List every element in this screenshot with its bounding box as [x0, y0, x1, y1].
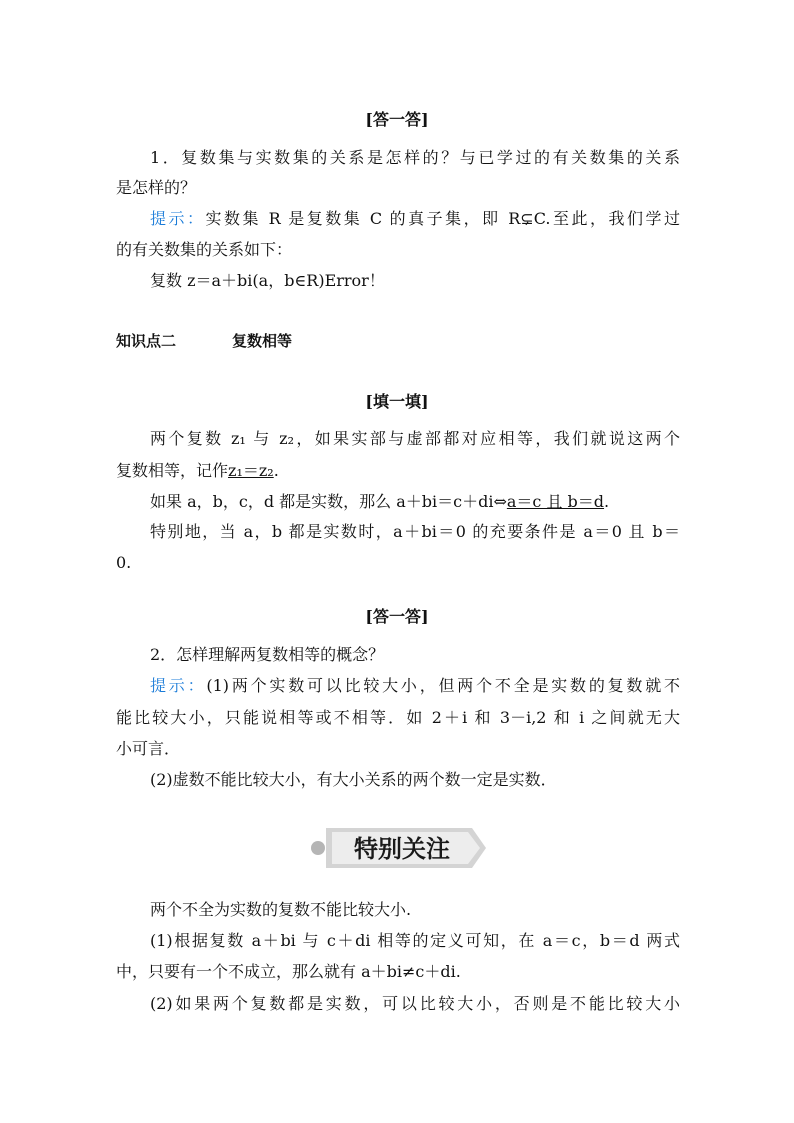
answer-heading-1: [答一答] [365, 110, 429, 129]
note-paragraph-2-line-2: 中，只要有一个不成立，那么就有 a＋bi≠c＋di. [116, 962, 461, 981]
question-2: 2．怎样理解两复数相等的概念？ [150, 645, 385, 664]
hint-1-line-2: 的有关数集的关系如下： [116, 240, 293, 259]
fill-heading: [填一填] [365, 392, 429, 411]
answer-heading-2: [答一答] [365, 607, 429, 626]
equality-condition-period: . [604, 492, 610, 511]
hint-2-line-3: 小可言． [116, 739, 181, 758]
definition-period: . [273, 461, 279, 480]
hint-2-text: (1)两个实数可以比较大小，但两个不全是实数的复数就不 [206, 676, 680, 695]
section-title: 复数相等 [232, 332, 293, 350]
banner-text: 特别关注 [354, 835, 450, 863]
equality-notation: z₁＝z₂ [228, 461, 274, 480]
definition-line-1: 两个复数 z₁ 与 z₂，如果实部与虚部都对应相等，我们就说这两个 [150, 429, 680, 448]
equality-condition-text: 如果 a，b，c，d 都是实数，那么 a＋bi＝c＋di⇔ [150, 492, 507, 511]
hint-1-text: 实数集 R 是复数集 C 的真子集，即 R⊊C.至此，我们学过 [205, 209, 680, 228]
section-heading [116, 331, 680, 351]
hint-2-line-2: 能比较大小，只能说相等或不相等．如 2＋i 和 3－i,2 和 i 之间就无大 [116, 708, 680, 727]
equality-condition-answer: a＝c 且 b＝d [506, 492, 605, 511]
definition-text: 复数相等，记作 [116, 461, 229, 480]
hint-1-line-1 [150, 209, 680, 229]
question-1-line-1: 1．复数集与实数集的关系是怎样的？与已学过的有关数集的关系 [150, 148, 680, 167]
hint-label: 提示： [150, 209, 206, 228]
question-1-line-2: 是怎样的？ [116, 178, 197, 197]
hint-2-line-1 [150, 676, 680, 696]
note-paragraph-1: 两个不全为实数的复数不能比较大小. [150, 900, 412, 919]
banner-graphic [300, 826, 490, 870]
note-paragraph-2-line-1: (1)根据复数 a＋bi 与 c＋di 相等的定义可知，在 a＝c，b＝d 两式 [150, 931, 680, 950]
zero-condition-line-2: 0. [116, 553, 132, 572]
hint-label: 提示： [150, 676, 207, 695]
equality-condition [150, 492, 680, 512]
zero-condition-line-1: 特别地，当 a，b 都是实数时，a＋bi＝0 的充要条件是 a＝0 且 b＝ [150, 522, 680, 541]
note-paragraph-3-line-1: (2)如果两个复数都是实数，可以比较大小，否则是不能比较大小 [150, 994, 680, 1013]
bullet-dot-icon [311, 841, 325, 855]
definition-line-2 [116, 461, 680, 481]
hint-2-paragraph-2: (2)虚数不能比较大小，有大小关系的两个数一定是实数． [150, 770, 557, 789]
number-system-formula: 复数 z＝a＋bi(a，b∈R)Error！ [150, 271, 385, 290]
special-attention-banner [300, 826, 490, 870]
section-label: 知识点二 [116, 332, 177, 350]
